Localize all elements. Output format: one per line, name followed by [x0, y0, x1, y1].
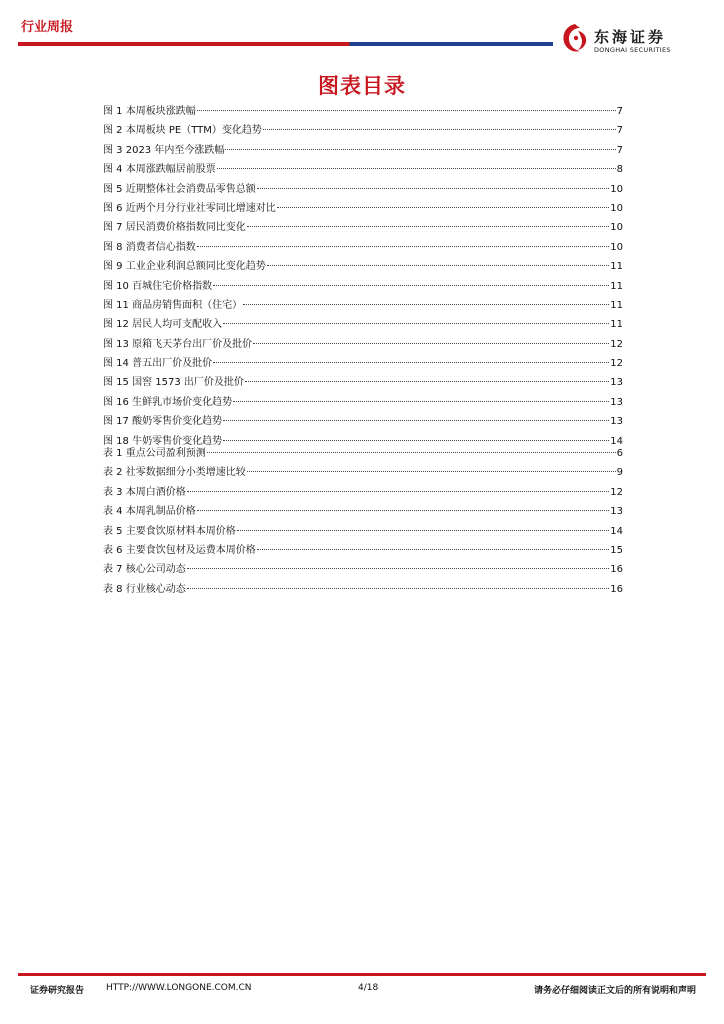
table-entry-page: 9: [616, 467, 623, 479]
figure-entry-label: 图 6 近两个月分行业社零同比增速对比: [103, 202, 276, 214]
figure-entry-label: 图 12 居民人均可支配收入: [103, 319, 223, 331]
table-entry-label: 表 8 行业核心动态: [103, 583, 186, 595]
figure-entry[interactable]: [103, 141, 623, 160]
table-entry[interactable]: [103, 502, 623, 521]
table-entry[interactable]: [103, 541, 623, 560]
figure-entry-page: 10: [610, 222, 623, 234]
dot-leader: [207, 451, 616, 453]
figure-entry-page: 13: [610, 377, 623, 389]
header-divider: [18, 42, 553, 46]
table-entry-label: 表 4 本周乳制品价格: [103, 506, 196, 518]
footer-disclaimer: 请务必仔细阅读正文后的所有说明和声明: [533, 986, 696, 996]
figure-entry-label: 图 7 居民消费价格指数同比变化: [103, 222, 246, 234]
figure-entry-label: 图 13 原箱飞天茅台出厂价及批价: [103, 338, 253, 350]
figure-entry-label: 图 14 普五出厂价及批价: [103, 358, 213, 370]
figure-entry-page: 7: [616, 106, 623, 117]
figure-entry-page: 11: [610, 261, 623, 273]
figure-entry-label: 图 17 酸奶零售价变化趋势: [103, 416, 223, 428]
dot-leader: [247, 225, 610, 227]
table-entry[interactable]: [103, 580, 623, 599]
figure-entry[interactable]: [103, 121, 623, 140]
figure-entry-page: 10: [610, 241, 623, 253]
table-entry-page: 16: [610, 583, 623, 595]
dot-leader: [247, 470, 616, 472]
figure-entry-page: 12: [610, 338, 623, 350]
table-entry-page: 15: [610, 544, 623, 556]
report-type-label: 行业周报: [21, 20, 74, 35]
figure-entry-page: 10: [610, 183, 623, 195]
company-logo: [560, 22, 710, 58]
figure-entry-page: 10: [610, 202, 623, 214]
table-entry-label: 表 5 主要食饮原材料本周价格: [103, 525, 236, 537]
figure-entry-page: 11: [610, 299, 623, 311]
dot-leader: [223, 322, 609, 324]
dot-leader: [225, 148, 615, 150]
figure-entry[interactable]: [103, 412, 623, 431]
table-entry-page: 14: [610, 525, 623, 537]
figure-entry[interactable]: [103, 373, 623, 392]
figure-entry[interactable]: [103, 354, 623, 373]
figure-entry-label: 图 4 本周涨跌幅居前股票: [103, 164, 216, 176]
table-entry-label: 表 2 社零数据细分小类增速比较: [103, 467, 246, 479]
figure-entry[interactable]: [103, 335, 623, 354]
figure-entry-page: 13: [610, 416, 623, 428]
dot-leader: [217, 167, 616, 169]
figure-list: [103, 102, 623, 451]
dot-leader: [187, 490, 610, 492]
footer-report-label: 证券研究报告: [30, 986, 85, 996]
dragon-logo-icon: [560, 22, 590, 54]
figure-entry[interactable]: [103, 180, 623, 199]
figure-entry[interactable]: [103, 218, 623, 237]
dot-leader: [253, 342, 609, 344]
page-number: 4/18: [358, 983, 379, 993]
dot-leader: [197, 509, 610, 511]
table-list: [103, 444, 623, 599]
table-entry[interactable]: [103, 483, 623, 502]
table-entry-page: 16: [610, 564, 623, 576]
dot-leader: [233, 400, 609, 402]
figure-entry-page: 7: [616, 144, 623, 156]
figure-entry[interactable]: [103, 102, 623, 121]
table-entry-page: 12: [610, 486, 623, 498]
figure-entry-label: 图 16 生鲜乳市场价变化趋势: [103, 396, 233, 408]
figure-entry-page: 8: [616, 164, 623, 176]
figure-entry-label: 图 2 本周板块 PE（TTM）变化趋势: [103, 125, 262, 137]
figure-entry[interactable]: [103, 393, 623, 412]
logo-name-cn: 东海证券: [594, 28, 667, 46]
table-entry-label: 表 3 本周白酒价格: [103, 486, 186, 498]
dot-leader: [197, 109, 616, 111]
dot-leader: [263, 128, 616, 130]
logo-name-en: DONGHAI SECURITIES: [594, 46, 671, 54]
figure-entry-page: 11: [610, 280, 623, 292]
figure-entry-label: 图 5 近期整体社会消费品零售总额: [103, 183, 256, 195]
figure-entry-page: 12: [610, 358, 623, 370]
figure-entry[interactable]: [103, 238, 623, 257]
figure-entry-page: 11: [610, 319, 623, 331]
page-title: 图表目录: [318, 74, 406, 98]
dot-leader: [245, 380, 609, 382]
figure-entry[interactable]: [103, 277, 623, 296]
figure-entry-page: 7: [616, 125, 623, 137]
figure-entry-page: 13: [610, 396, 623, 408]
dot-leader: [243, 303, 609, 305]
table-entry-page: 13: [610, 506, 623, 518]
figure-entry-label: 图 1 本周板块涨跌幅: [103, 106, 196, 117]
dot-leader: [197, 245, 610, 247]
dot-leader: [223, 439, 609, 441]
figure-entry-label: 图 9 工业企业利润总额同比变化趋势: [103, 261, 266, 273]
dot-leader: [257, 548, 610, 550]
table-entry-page: 6: [616, 448, 623, 459]
dot-leader: [277, 206, 610, 208]
dot-leader: [257, 187, 610, 189]
table-entry-label: 表 1 重点公司盈利预测: [103, 448, 206, 459]
dot-leader: [223, 419, 609, 421]
figure-entry-label: 图 11 商品房销售面积（住宅）: [103, 299, 243, 311]
dot-leader: [267, 264, 610, 266]
table-entry[interactable]: [103, 463, 623, 482]
table-entry-label: 表 6 主要食饮包材及运费本周价格: [103, 544, 256, 556]
dot-leader: [237, 529, 610, 531]
figure-entry-label: 图 8 消费者信心指数: [103, 241, 196, 253]
dot-leader: [187, 567, 610, 569]
figure-entry[interactable]: [103, 257, 623, 276]
footer-website-link[interactable]: HTTP://WWW.LONGONE.COM.CN: [106, 983, 252, 993]
figure-entry[interactable]: [103, 160, 623, 179]
dot-leader: [187, 587, 610, 589]
dot-leader: [213, 284, 609, 286]
figure-entry[interactable]: [103, 315, 623, 334]
footer-divider: [18, 973, 706, 976]
figure-entry[interactable]: [103, 199, 623, 218]
table-entry[interactable]: [103, 522, 623, 541]
figure-entry-label: 图 10 百城住宅价格指数: [103, 280, 213, 292]
figure-entry[interactable]: [103, 296, 623, 315]
figure-entry-label: 图 15 国窖 1573 出厂价及批价: [103, 377, 244, 389]
figure-entry-label: 图 3 2023 年内至今涨跌幅: [103, 144, 225, 156]
table-entry[interactable]: [103, 444, 623, 463]
table-entry[interactable]: [103, 560, 623, 579]
figure-entry-page: 14: [610, 435, 623, 447]
figure-entry-label: 图 18 牛奶零售价变化趋势: [103, 435, 223, 447]
table-entry-label: 表 7 核心公司动态: [103, 564, 186, 576]
dot-leader: [213, 361, 609, 363]
